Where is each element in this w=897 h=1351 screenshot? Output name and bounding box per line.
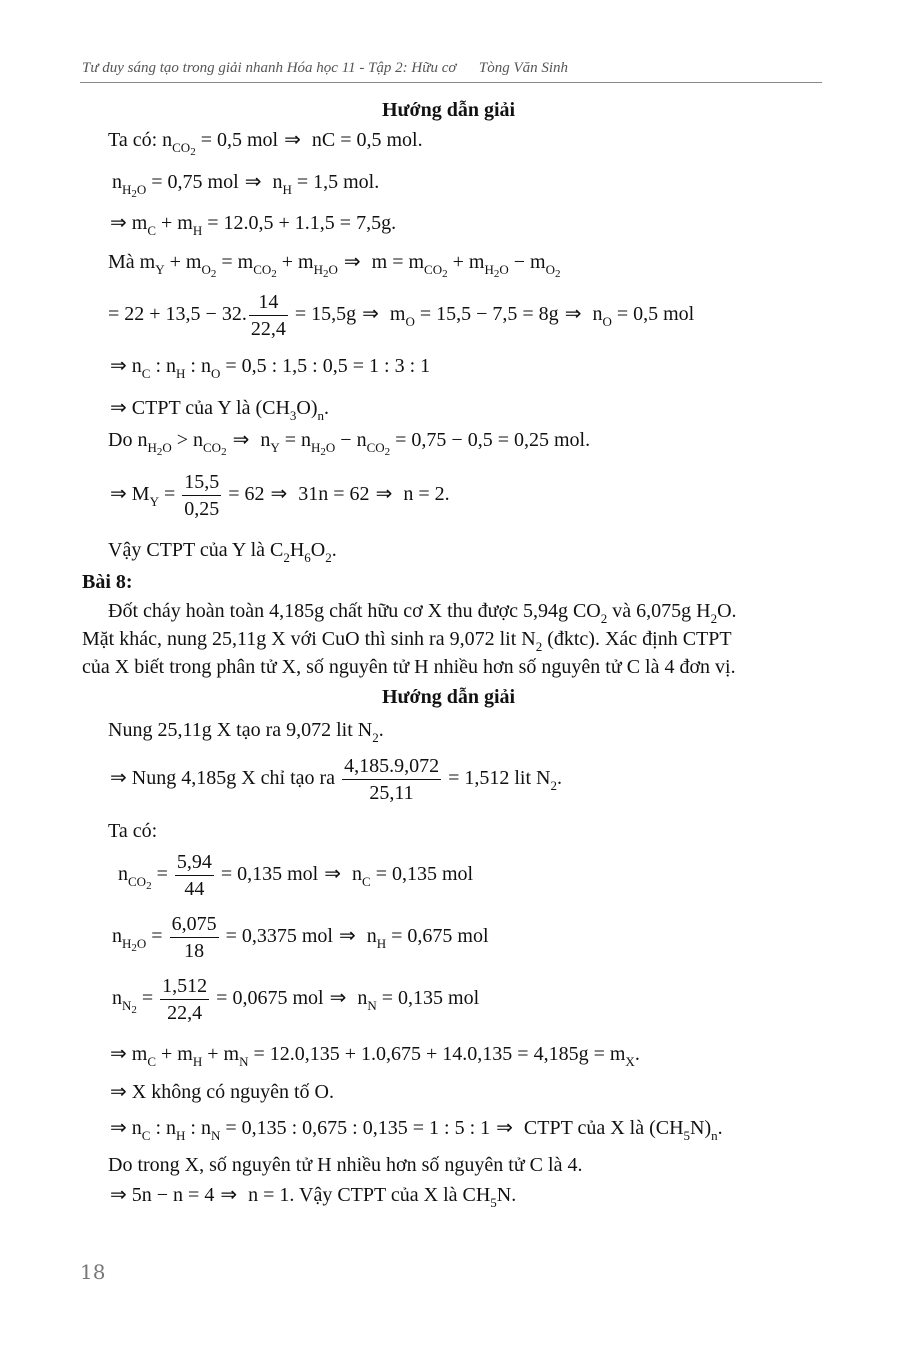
sol8-line-7: ⇒ $m_C + m_H + m_N = 12.0,135 + 1.0,675 + 14.0,135 = 4,185g = m_X$. [110, 1043, 640, 1069]
fraction: $\frac{14}{22,4}$ [250, 290, 286, 340]
sol7-line-7: ⇒ CTPT của Y là $(CH_3O)_n$. [110, 397, 329, 423]
solution-heading: Hướng dẫn giải [381, 99, 516, 121]
sol7-line-8: Do $n_{H_2O}$ > $n_{CO_2}\Rightarrow$ $n_Y = n_{H_2O} - n_{CO_2} = 0,75 - 0,5 = 0,25$ mol. [108, 429, 591, 458]
problem-title: Bài 8: [82, 571, 133, 593]
fraction: $\frac{15,5}{0,25}$ [184, 470, 220, 520]
page-number: 18 [80, 1260, 106, 1284]
fraction: $\frac{1,512}{22,4}$ [162, 974, 208, 1024]
sol8-line-8: ⇒ X không có nguyên tố O. [110, 1081, 334, 1103]
header-rule [80, 82, 822, 83]
sol7-line-5: = 22 + 13,5 − 32. $\frac{14}{22,4}$ = 15,5g ⇒ $m_O = 15,5 - 7,5 = 8g$ ⇒ $n_O = 0,5$ mol [108, 290, 695, 340]
sol8-line-2: ⇒ Nung 4,185g X chỉ tạo ra $\frac{4,185.9,072}{25,11}$ = 1,512 lit $N_2$. [110, 754, 562, 804]
sol7-line-9: ⇒ $M_Y$ = $\frac{15,5}{0,25}$ = 62 ⇒ 31n = 62 ⇒ n = 2. [110, 470, 450, 520]
sol7-line-6: ⇒ $n_C$ : $n_H$ : $n_O = 0,5$ : 1,5 : 0,5 = 1 : 3 : 1 [110, 355, 431, 381]
sol8-line-5: $n_{H_2O}$ = $\frac{6,075}{18}$ = 0,3375 mol ⇒ $n_H = 0,675$ mol [112, 912, 489, 962]
sol7-line-1: Ta có: $n_{CO_2} = 0,5$ mol ⇒ nC = 0,5 mol. [108, 129, 423, 158]
sol8-line-6: $n_{N_2}$ = $\frac{1,512}{22,4}$ = 0,0675 mol ⇒ $n_N = 0,135$ mol [112, 974, 480, 1024]
sol8-line-3: Ta có: [108, 820, 158, 842]
problem-text-2: Mặt khác, nung 25,11g X với CuO thì sinh ra 9,072 lit $N_2$ (đktc). Xác định CTPT [82, 628, 732, 654]
fraction: $\frac{4,185.9,072}{25,11}$ [344, 754, 440, 804]
sol8-line-10: Do trong X, số nguyên tử H nhiều hơn số nguyên tử C là 4. [108, 1154, 583, 1176]
sol8-line-1: Nung 25,11g X tạo ra 9,072 lit $N_2$. [108, 719, 384, 745]
sol7-line-2: $n_{H_2O} = 0,75$ mol ⇒ $n_H = 1,5$ mol. [112, 171, 380, 200]
sol7-line-3: ⇒ $m_C + m_H = 12.0,5 + 1.1,5 = 7,5g$. [110, 212, 397, 238]
fraction: $\frac{5,94}{44}$ [176, 850, 212, 900]
sol8-line-9: ⇒ $n_C$ : $n_H$ : $n_N = 0,135$ : 0,675 : 0,135 = 1 : 5 : 1 ⇒ CTPT của X là $(CH_5N)_n$. [110, 1117, 723, 1143]
solution-heading: Hướng dẫn giải [381, 686, 516, 708]
sol8-conclusion: ⇒ 5n − n = 4 ⇒ n = 1. Vậy CTPT của X là $CH_5N$. [110, 1184, 517, 1210]
fraction: $\frac{6,075}{18}$ [171, 912, 217, 962]
sol7-line-4: Mà $m_Y + m_{O_2} = m_{CO_2} + m_{H_2O}$ ⇒ $m = m_{CO_2} + m_{H_2O} - m_{O_2}$ [108, 251, 561, 280]
running-header: Tư duy sáng tạo trong giải nhanh Hóa học 11 - Tập 2: Hữu cơ Tòng Văn Sinh [82, 60, 569, 76]
sol8-line-4: $n_{CO_2}$ = $\frac{5,94}{44}$ = 0,135 mol ⇒ $n_C = 0,135$ mol [118, 850, 474, 900]
problem-text-3: của X biết trong phân tử X, số nguyên tử H nhiều hơn số nguyên tử C là 4 đơn vị. [82, 656, 736, 678]
sol7-conclusion: Vậy CTPT của Y là $C_2H_6O_2$. [108, 539, 337, 565]
problem-text-1: Đốt cháy hoàn toàn 4,185g chất hữu cơ X thu được 5,94g $CO_2$ và 6,075g $H_2O$. [108, 600, 737, 626]
